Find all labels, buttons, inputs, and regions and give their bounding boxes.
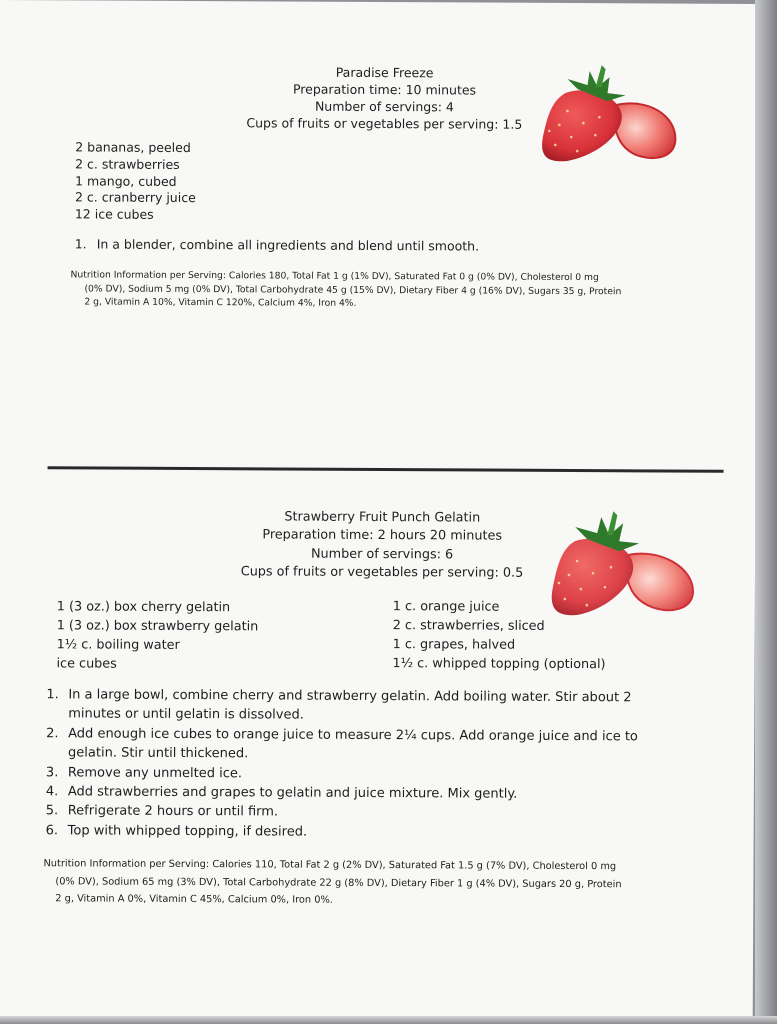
recipe2-prep-time: Preparation time: 2 hours 20 minutes bbox=[262, 527, 503, 544]
ingredient-item: 1 (3 oz.) box cherry gelatin bbox=[56, 599, 231, 616]
ingredient-item: 2 bananas, peeled bbox=[75, 139, 191, 156]
step-number: 2. bbox=[46, 726, 59, 742]
ingredient-item: 1 c. orange juice bbox=[392, 599, 500, 615]
step-text: In a large bowl, combine cherry and strawberry gelatin. Add boiling water. Stir about 2 minutes or until gelatin is dissolved. bbox=[68, 687, 632, 724]
step-item bbox=[46, 685, 686, 727]
recipe2-header bbox=[197, 508, 567, 583]
nutrition-line: (0% DV), Sodium 65 mg (3% DV), Total Carbohydrate 22 g (8% DV), Dietary Fiber 1 g (4% DV), Sugars 20 g, Protein bbox=[55, 875, 622, 890]
step-number: 1. bbox=[74, 236, 87, 252]
ingredient-item: 2 c. strawberries bbox=[75, 156, 180, 172]
step-number: 5. bbox=[45, 803, 59, 819]
step-text: In a blender, combine all ingredients and blend until smooth. bbox=[96, 236, 480, 254]
recipe2-ingredients-left bbox=[56, 597, 258, 674]
page-edge-shadow bbox=[755, 0, 777, 1024]
nutrition-line: Nutrition Information per Serving: Calories 110, Total Fat 2 g (2% DV), Saturated Fat 1.5 g (7% DV), Cholesterol 0 mg bbox=[43, 858, 617, 873]
recipe1-header bbox=[199, 63, 569, 133]
section-divider bbox=[48, 466, 724, 473]
recipe1-cups: Cups of fruits or vegetables per serving: 1.5 bbox=[246, 115, 523, 132]
nutrition-line: 2 g, Vitamin A 10%, Vitamin C 120%, Calcium 4%, Iron 4%. bbox=[84, 296, 357, 309]
recipe2-steps bbox=[46, 685, 687, 844]
recipe2-ingredients-right bbox=[392, 597, 605, 674]
ingredient-item: 1 c. grapes, halved bbox=[392, 637, 516, 653]
recipe1-steps bbox=[75, 236, 479, 253]
step-text: Remove any unmelted ice. bbox=[67, 764, 243, 781]
ingredient-item: 1 mango, cubed bbox=[75, 172, 177, 189]
step-text: Add strawberries and grapes to gelatin and juice mixture. Mix gently. bbox=[67, 784, 518, 802]
recipe1-prep-time: Preparation time: 10 minutes bbox=[292, 81, 477, 98]
step-number: 4. bbox=[45, 784, 59, 800]
ingredient-item: 1½ c. whipped topping (optional) bbox=[392, 656, 606, 673]
page-edge-shadow bbox=[0, 1016, 777, 1024]
ingredient-item: 2 c. strawberries, sliced bbox=[392, 618, 545, 634]
step-number: 3. bbox=[45, 764, 59, 780]
ingredient-item: 1 (3 oz.) box strawberry gelatin bbox=[56, 618, 259, 635]
step-text: Top with whipped topping, if desired. bbox=[67, 823, 308, 840]
step-item bbox=[75, 236, 479, 253]
nutrition-line: 2 g, Vitamin A 0%, Vitamin C 45%, Calcium 0%, Iron 0%. bbox=[55, 893, 333, 906]
ingredient-item: 2 c. cranberry juice bbox=[74, 189, 196, 206]
strawberry-illustration bbox=[537, 65, 683, 164]
recipe1-ingredients bbox=[75, 139, 196, 224]
ingredient-item: 12 ice cubes bbox=[74, 206, 154, 222]
step-number: 1. bbox=[46, 687, 59, 703]
recipe2-servings: Number of servings: 6 bbox=[310, 546, 454, 562]
recipe1-nutrition bbox=[70, 268, 710, 312]
nutrition-line: (0% DV), Sodium 5 mg (0% DV), Total Carbohydrate 45 g (15% DV), Dietary Fiber 4 g (16% DV), Sugars 35 g, Protein bbox=[84, 282, 622, 297]
recipe1-servings: Number of servings: 4 bbox=[314, 98, 454, 115]
step-text: Add enough ice cubes to orange juice to measure 2¼ cups. Add orange juice and ice to gelatin. Stir until thickened. bbox=[68, 726, 638, 762]
recipe2-title: Strawberry Fruit Punch Gelatin bbox=[284, 509, 481, 526]
nutrition-line: Nutrition Information per Serving: Calories 180, Total Fat 1 g (1% DV), Saturated Fat 0 g (0% DV), Cholesterol 0 mg bbox=[70, 269, 599, 284]
recipe1-title: Paradise Freeze bbox=[335, 64, 434, 81]
recipe2-nutrition bbox=[43, 855, 723, 911]
step-text: Refrigerate 2 hours or until firm. bbox=[67, 803, 279, 820]
recipe2-cups: Cups of fruits or vegetables per serving: 0.5 bbox=[240, 564, 524, 581]
step-item bbox=[46, 724, 686, 766]
ingredient-item: ice cubes bbox=[56, 656, 117, 672]
step-item bbox=[46, 821, 686, 844]
step-number: 6. bbox=[45, 823, 59, 839]
ingredient-item: 1½ c. boiling water bbox=[56, 637, 180, 653]
